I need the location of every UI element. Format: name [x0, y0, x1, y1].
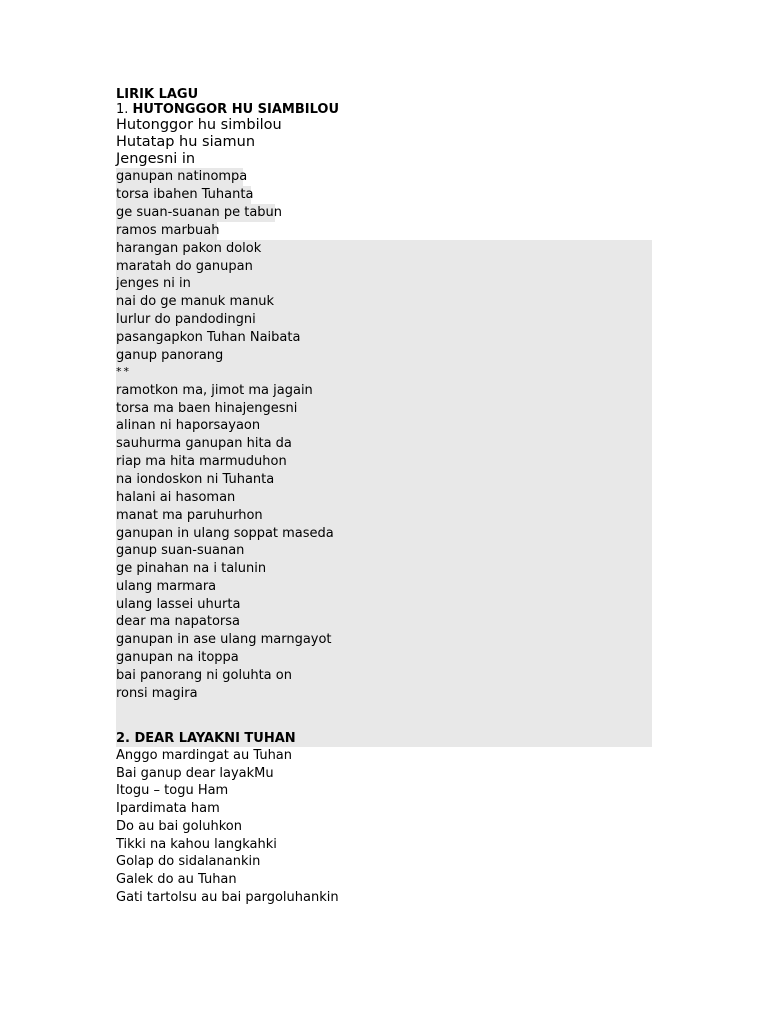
- song1-lyric-line: ganup panorang: [116, 348, 224, 363]
- song1-lyric-line: ronsi magira: [116, 686, 198, 701]
- song1-lyric-line: ganupan natinompa: [116, 169, 248, 184]
- song1-number: 1.: [116, 102, 129, 117]
- song2-lyric-line: Tikki na kahou langkahki: [116, 837, 277, 852]
- song1-lyric-line: pasangapkon Tuhan Naibata: [116, 330, 301, 345]
- song1-lyric-line: ramotkon ma, jimot ma jagain: [116, 383, 313, 398]
- song1-lyric-line: lurlur do pandodingni: [116, 312, 256, 327]
- song2-lyric-line: Galek do au Tuhan: [116, 872, 237, 887]
- song1-lyric-line: alinan ni haporsayaon: [116, 418, 261, 433]
- song1-refrain-marker: **: [116, 365, 131, 378]
- song2-title: 2. DEAR LAYAKNI TUHAN: [116, 731, 296, 746]
- song2-lyric-line: Gati tartolsu au bai pargoluhankin: [116, 890, 339, 905]
- song1-lyric-line: harangan pakon dolok: [116, 241, 262, 256]
- song1-lyric-line: ganupan in ase ulang marngayot: [116, 632, 332, 647]
- song1-intro-line: Hutonggor hu simbilou: [116, 117, 282, 133]
- song1-lyric-line: ge pinahan na i talunin: [116, 561, 267, 576]
- song2-lyric-line: Bai ganup dear layakMu: [116, 766, 274, 781]
- song2-lyric-line: Golap do sidalanankin: [116, 854, 261, 869]
- document-header: LIRIK LAGU: [116, 87, 199, 102]
- song1-lyric-line: bai panorang ni goluhta on: [116, 668, 292, 683]
- song1-lyric-line: ulang marmara: [116, 579, 217, 594]
- song1-lyric-line: manat ma paruhurhon: [116, 508, 263, 523]
- song1-lyric-line: torsa ma baen hinajengesni: [116, 401, 298, 416]
- song1-lyric-line: jenges ni in: [116, 276, 191, 291]
- song1-lyric-line: halani ai hasoman: [116, 490, 236, 505]
- song1-lyric-line: torsa ibahen Tuhanta: [116, 187, 254, 202]
- song2-lyric-line: Ipardimata ham: [116, 801, 220, 816]
- song1-lyric-line: sauhurma ganupan hita da: [116, 436, 292, 451]
- song1-lyric-line: maratah do ganupan: [116, 259, 253, 274]
- song1-title: HUTONGGOR HU SIAMBILOU: [132, 102, 340, 117]
- song1-lyric-line: riap ma hita marmuduhon: [116, 454, 287, 469]
- song1-lyric-line: ge suan-suanan pe tabun: [116, 205, 283, 220]
- song1-lyric-line: nai do ge manuk manuk: [116, 294, 275, 309]
- song1-intro-line: Jengesni in: [116, 151, 196, 167]
- song1-lyric-line: dear ma napatorsa: [116, 614, 241, 629]
- song1-lyric-line: ganup suan-suanan: [116, 543, 245, 558]
- song1-lyric-line: ramos marbuah: [116, 223, 220, 238]
- song1-lyric-line: ulang lassei uhurta: [116, 597, 241, 612]
- song1-lyric-line: na iondoskon ni Tuhanta: [116, 472, 275, 487]
- song1-intro-line: Hutatap hu siamun: [116, 134, 256, 150]
- song2-lyric-line: Do au bai goluhkon: [116, 819, 242, 834]
- song1-lyric-line: ganupan in ulang soppat maseda: [116, 526, 334, 541]
- song2-lyric-line: Anggo mardingat au Tuhan: [116, 748, 293, 763]
- song1-lyric-line: ganupan na itoppa: [116, 650, 239, 665]
- song2-lyric-line: Itogu – togu Ham: [116, 783, 229, 798]
